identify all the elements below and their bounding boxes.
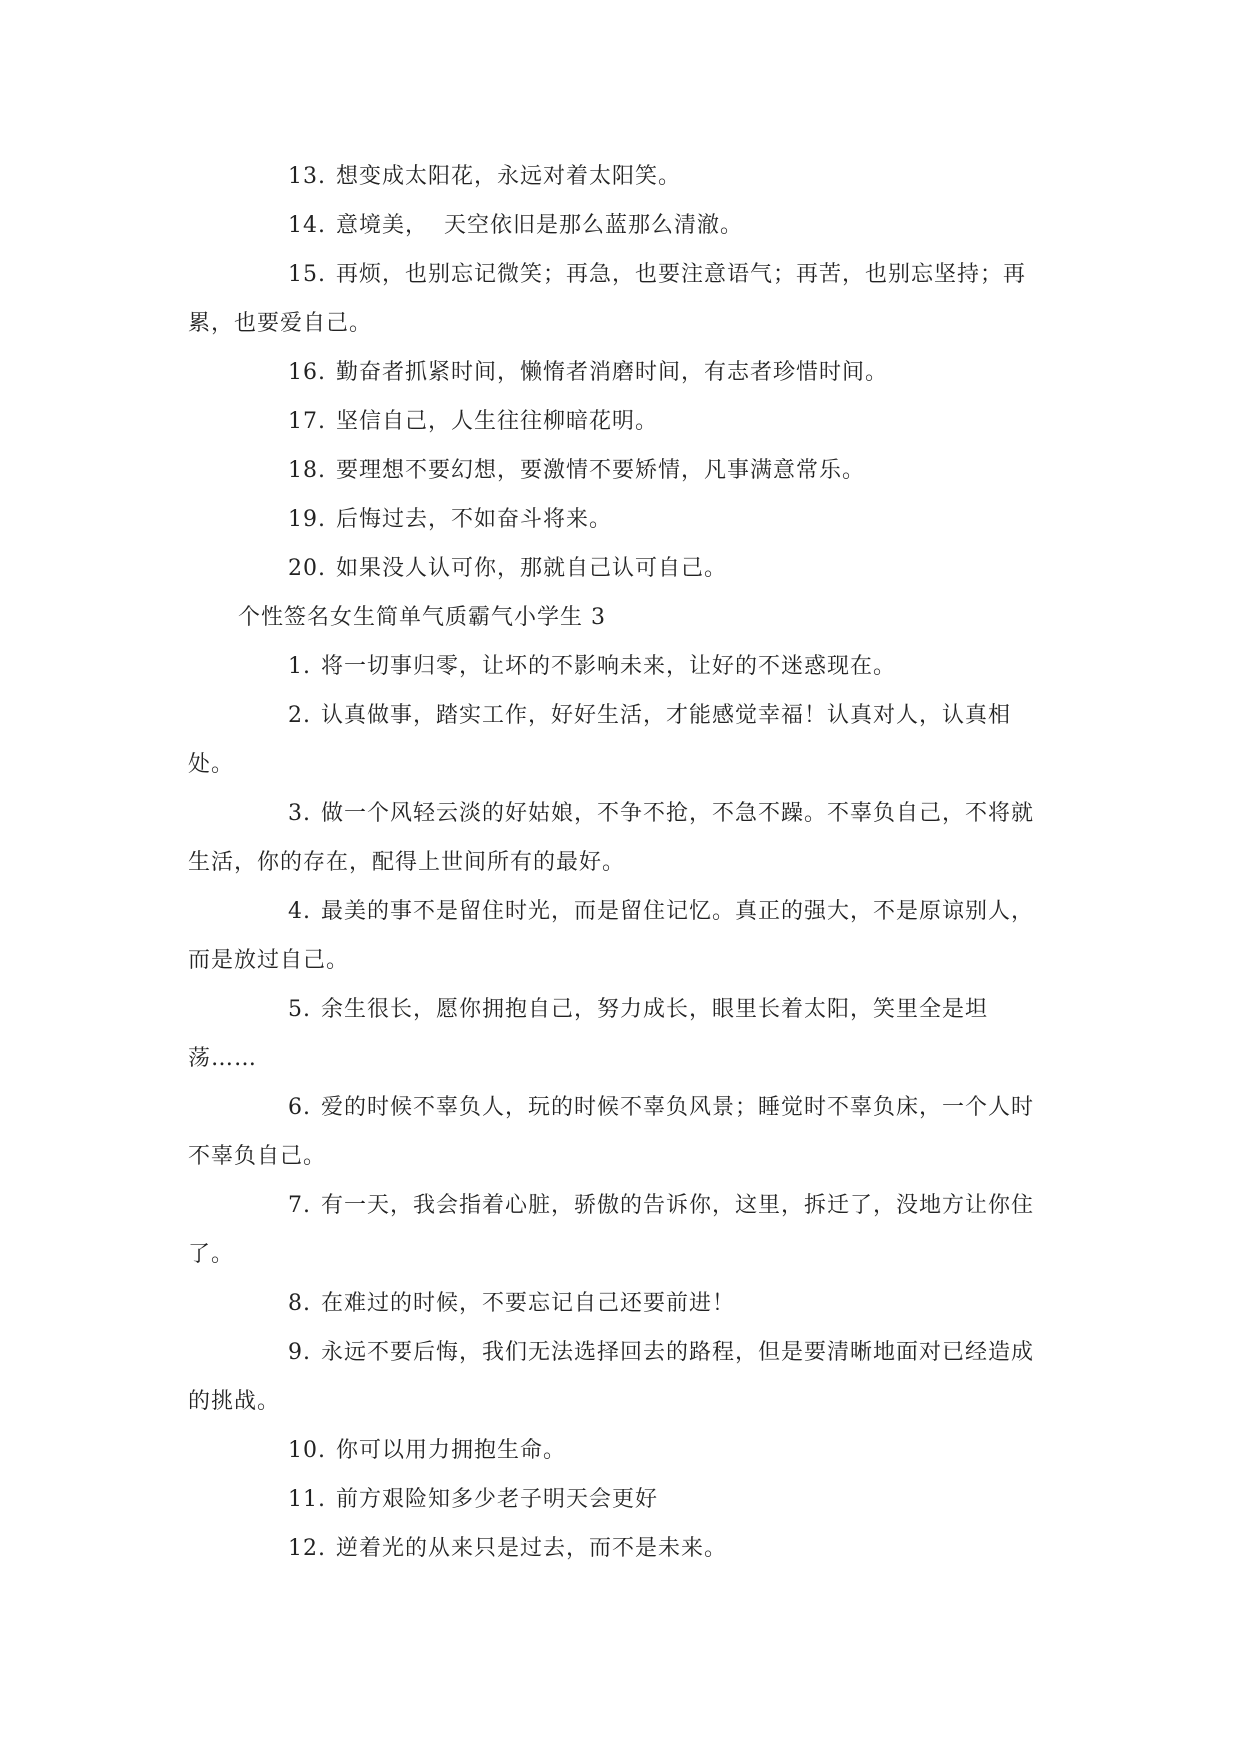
item-text: 前方艰险知多少老子明天会更好 <box>336 1487 659 1512</box>
item-number: 9. <box>288 1340 311 1365</box>
item-number: 19. <box>288 507 326 532</box>
item-number: 4. <box>288 899 311 924</box>
item-number: 3. <box>288 801 311 826</box>
item-text: 想变成太阳花，永远对着太阳笑。 <box>336 164 682 189</box>
list-item <box>188 887 1048 985</box>
item-number: 5. <box>288 997 311 1022</box>
list-item <box>188 1083 1048 1181</box>
item-text: 勤奋者抓紧时间，懒惰者消磨时间，有志者珍惜时间。 <box>336 360 889 385</box>
item-number: 17. <box>288 409 326 434</box>
list-item <box>188 691 1048 789</box>
list-item <box>188 544 1048 593</box>
item-text: 有一天，我会指着心脏，骄傲的告诉你，这里，拆迁了，没地方让你住了。 <box>188 1193 1035 1267</box>
list-item <box>188 1524 1048 1573</box>
list-item <box>188 1475 1048 1524</box>
text-body <box>188 152 1048 1573</box>
section-heading: 个性签名女生简单气质霸气小学生 3 <box>238 605 606 630</box>
item-text: 要理想不要幻想，要激情不要矫情，凡事满意常乐。 <box>336 458 866 483</box>
list-item <box>188 250 1048 348</box>
list-item <box>188 201 1048 250</box>
list-item <box>188 789 1048 887</box>
item-number: 10. <box>288 1438 326 1463</box>
item-number: 7. <box>288 1193 311 1218</box>
item-number: 16. <box>288 360 326 385</box>
item-text: 余生很长，愿你拥抱自己，努力成长，眼里长着太阳，笑里全是坦荡…… <box>188 997 989 1071</box>
item-number: 18. <box>288 458 326 483</box>
list-item <box>188 348 1048 397</box>
item-text: 你可以用力拥抱生命。 <box>336 1438 567 1463</box>
list-item <box>188 642 1048 691</box>
list-item <box>188 495 1048 544</box>
item-number: 11. <box>288 1487 326 1512</box>
list-item <box>188 985 1048 1083</box>
item-text: 永远不要后悔，我们无法选择回去的路程，但是要清晰地面对已经造成的挑战。 <box>188 1340 1035 1414</box>
item-text: 认真做事，踏实工作，好好生活，才能感觉幸福！认真对人，认真相处。 <box>188 703 1012 777</box>
item-text: 后悔过去，不如奋斗将来。 <box>336 507 613 532</box>
item-number: 20. <box>288 556 326 581</box>
item-text: 在难过的时候，不要忘记自己还要前进！ <box>321 1291 736 1316</box>
item-text: 意境美， 天空依旧是那么蓝那么清澈。 <box>336 213 743 238</box>
list-item <box>188 1279 1048 1328</box>
item-number: 15. <box>288 262 326 287</box>
item-number: 13. <box>288 164 326 189</box>
list-item <box>188 397 1048 446</box>
list-item <box>188 1328 1048 1426</box>
item-number: 12. <box>288 1536 326 1561</box>
item-number: 6. <box>288 1095 311 1120</box>
item-number: 8. <box>288 1291 311 1316</box>
item-number: 14. <box>288 213 326 238</box>
item-text: 逆着光的从来只是过去，而不是未来。 <box>336 1536 728 1561</box>
list-item <box>188 446 1048 495</box>
list-item <box>188 1181 1048 1279</box>
list-item <box>188 1426 1048 1475</box>
item-number: 1. <box>288 654 311 679</box>
item-text: 再烦，也别忘记微笑；再急，也要注意语气；再苦，也别忘坚持；再累，也要爱自己。 <box>188 262 1027 336</box>
item-number: 2. <box>288 703 311 728</box>
list-item <box>188 152 1048 201</box>
item-text: 如果没人认可你，那就自己认可自己。 <box>336 556 728 581</box>
item-text: 爱的时候不辜负人，玩的时候不辜负风景；睡觉时不辜负床，一个人时不辜负自己。 <box>188 1095 1035 1169</box>
item-text: 将一切事归零，让坏的不影响未来，让好的不迷惑现在。 <box>321 654 897 679</box>
item-text: 做一个风轻云淡的好姑娘，不争不抢，不急不躁。不辜负自己，不将就生活，你的存在，配得上世间所有的最好。 <box>188 801 1035 875</box>
item-text: 最美的事不是留住时光，而是留住记忆。真正的强大，不是原谅别人，而是放过自己。 <box>188 899 1035 973</box>
item-text: 坚信自己，人生往往柳暗花明。 <box>336 409 659 434</box>
